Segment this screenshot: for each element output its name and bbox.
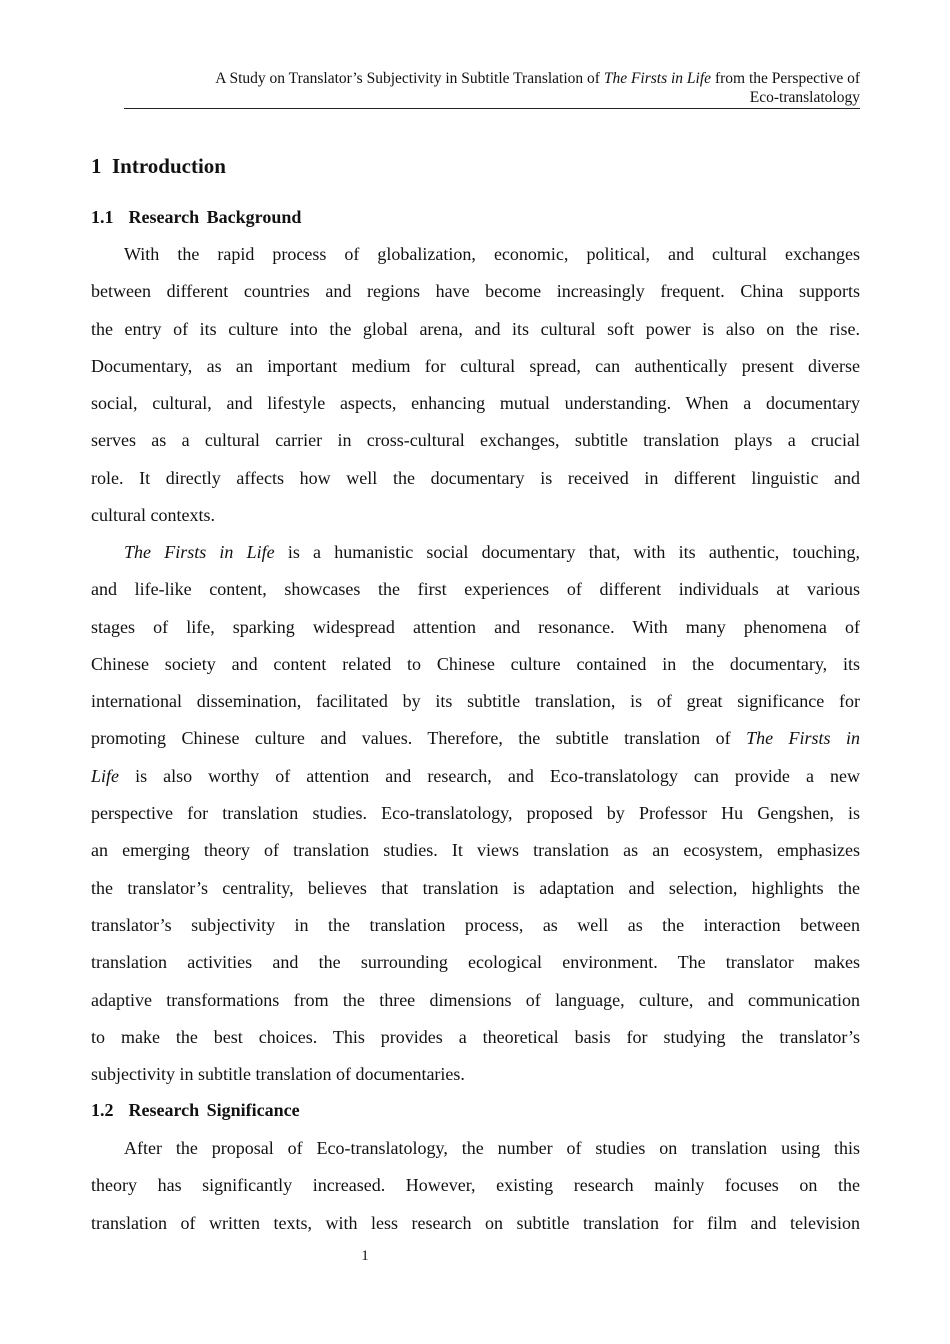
text-line: between different countries and regions have become increasingly frequent. China supports [91,281,860,302]
running-header-line-1 [124,69,860,88]
section-number: 1.2 [91,1100,114,1120]
text-line: With the rapid process of globalization, economic, political, and cultural exchanges [124,244,860,264]
header-documentary-title: The Firsts in Life [603,70,712,87]
text-fragment: is a humanistic social documentary that, with its authentic, touching, [274,542,861,562]
section-title: Research Significance [128,1100,300,1120]
text-line: Documentary, as an important medium for cultural spread, can authentically present diverse [91,355,860,376]
text-line: role. It directly affects how well the documentary is received in different linguistic and [91,467,860,488]
text-line: and life-like content, showcases the first experiences of different individuals at various [91,579,860,600]
documentary-title: The Firsts in Life [124,542,275,562]
text-line: an emerging theory of translation studies. It views translation as an ecosystem, emphasizes [91,840,860,861]
text-line [91,758,860,795]
text-line: serves as a cultural carrier in cross-cultural exchanges, subtitle translation plays a crucial [91,430,860,451]
paragraph-research-background-2 [91,534,860,1093]
text-line: adaptive transformations from the three dimensions of language, culture, and communication [91,989,860,1010]
running-header [124,69,860,109]
section-heading-1-1 [91,207,301,228]
chapter-title: Introduction [112,154,226,178]
text-line: perspective for translation studies. Eco-translatology, proposed by Professor Hu Gengshen, is [91,803,860,824]
text-line: translator’s subjectivity in the translation process, as well as the interaction between [91,914,860,935]
text-line: stages of life, sparking widespread attention and resonance. With many phenomena of [91,616,860,637]
header-title-suffix: from the Perspective of [711,70,860,87]
text-line [91,720,860,757]
text-line: Chinese society and content related to Chinese culture contained in the documentary, its [91,653,860,674]
paragraph-research-background-1 [91,236,860,534]
text-fragment: promoting Chinese culture and values. Therefore, the subtitle translation of [91,728,747,749]
text-line: the entry of its culture into the global arena, and its cultural soft power is also on the rise. [91,318,860,339]
documentary-title: Life [91,765,120,786]
text-line: subjectivity in subtitle translation of documentaries. [91,1064,465,1085]
section-heading-1-2 [91,1100,300,1121]
text-line: cultural contexts. [91,505,215,526]
page-number: 1 [361,1248,369,1264]
text-line: theory has significantly increased. However, existing research mainly focuses on the [91,1175,860,1196]
documentary-title: The Firsts in [746,728,860,749]
text-fragment: is also worthy of attention and research, and Eco-translatology can provide a new [119,765,860,786]
section-title: Research Background [128,207,302,227]
text-line: the translator’s centrality, believes that translation is adaptation and selection, highlights the [91,877,860,898]
chapter-number: 1 [91,154,102,178]
text-line: international dissemination, facilitated by its subtitle translation, is of great significance for [91,691,860,712]
text-line: to make the best choices. This provides a theoretical basis for studying the translator’s [91,1026,860,1047]
text-line: After the proposal of Eco-translatology, the number of studies on translation using this [124,1138,860,1158]
chapter-heading [91,154,226,179]
section-number: 1.1 [91,207,114,227]
paragraph-research-significance-1 [91,1130,860,1242]
header-title-prefix: A Study on Translator’s Subjectivity in Subtitle Translation of [215,70,604,87]
text-line: social, cultural, and lifestyle aspects, enhancing mutual understanding. When a documentary [91,393,860,414]
text-line [91,534,860,571]
text-line: translation of written texts, with less research on subtitle translation for film and television [91,1212,860,1233]
running-header-line-2: Eco-translatology [749,89,860,106]
text-line: translation activities and the surrounding ecological environment. The translator makes [91,952,860,973]
